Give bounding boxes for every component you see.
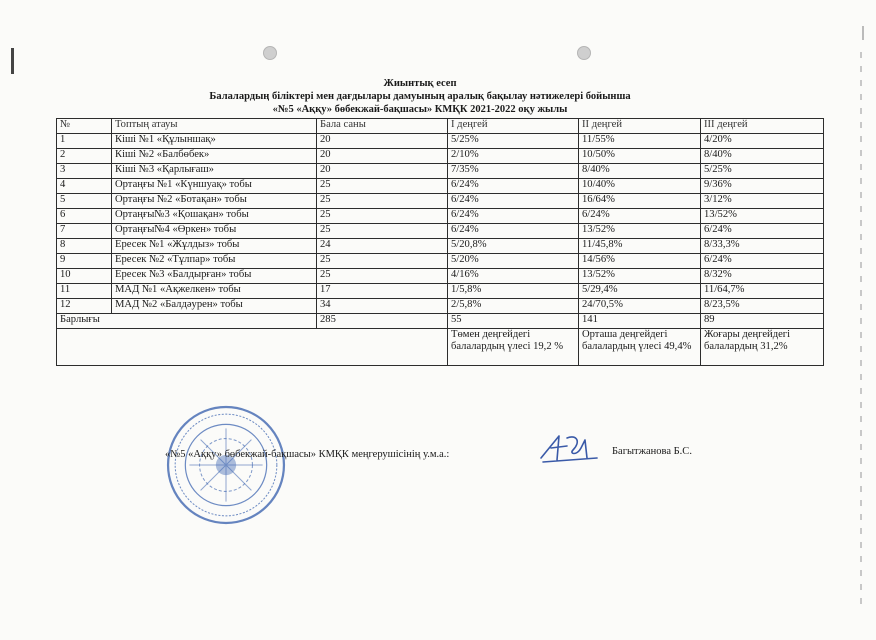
level-3-value: 6/24% [701,254,824,269]
row-number: 1 [57,134,112,149]
child-count: 25 [317,209,448,224]
level-2-value: 13/52% [579,224,701,239]
level-2-value: 8/40% [579,164,701,179]
level-1-value: 7/35% [448,164,579,179]
child-count: 17 [317,284,448,299]
level-1-value: 5/20,8% [448,239,579,254]
official-seal-icon [165,404,287,526]
header-level-2: II деңгей [579,119,701,134]
table-summary-row [57,329,824,366]
row-number: 4 [57,179,112,194]
report-subtitle: Балалардың біліктері мен дағдылары дамуының аралық бақылау нәтижелері бойынша [209,91,631,102]
level-2-value: 5/29,4% [579,284,701,299]
row-number: 9 [57,254,112,269]
signature-icon [537,428,601,468]
summary-high-share: Жоғары деңгейдегі балалардың 31,2% [701,329,824,366]
child-count: 20 [317,134,448,149]
level-3-value: 4/20% [701,134,824,149]
table-row [57,194,824,209]
punch-hole-right [577,46,591,60]
level-1-value: 5/25% [448,134,579,149]
group-name: Ересек №1 «Жұлдыз» тобы [112,239,317,254]
level-3-value: 8/23,5% [701,299,824,314]
row-number: 5 [57,194,112,209]
group-name: Ортаңғы №1 «Күншуақ» тобы [112,179,317,194]
signatory-name: Багытжанова Б.С. [612,446,692,457]
child-count: 25 [317,194,448,209]
level-1-value: 5/20% [448,254,579,269]
row-number: 7 [57,224,112,239]
table-row [57,209,824,224]
table-header-row [57,119,824,134]
header-level-3: III деңгей [701,119,824,134]
total-level-2: 141 [579,314,701,329]
level-2-value: 11/55% [579,134,701,149]
table-row [57,224,824,239]
row-number: 8 [57,239,112,254]
level-2-value: 6/24% [579,209,701,224]
level-3-value: 5/25% [701,164,824,179]
level-3-value: 11/64,7% [701,284,824,299]
row-number: 6 [57,209,112,224]
table-row [57,254,824,269]
row-number: 3 [57,164,112,179]
level-2-value: 10/50% [579,149,701,164]
group-name: Ортаңғы№4 «Өркен» тобы [112,224,317,239]
level-3-value: 8/40% [701,149,824,164]
level-2-value: 11/45,8% [579,239,701,254]
group-name: Кіші №2 «Балбөбек» [112,149,317,164]
group-name: Ересек №3 «Балдырған» тобы [112,269,317,284]
scan-edge-mark [11,48,14,74]
report-title: Жиынтық есеп [383,78,457,89]
row-number: 2 [57,149,112,164]
total-level-1: 55 [448,314,579,329]
level-1-value: 1/5,8% [448,284,579,299]
level-1-value: 6/24% [448,179,579,194]
level-3-value: 3/12% [701,194,824,209]
table-row [57,239,824,254]
header-child-count: Бала саны [317,119,448,134]
group-name: МАД №1 «Ақжелкен» тобы [112,284,317,299]
table-row [57,134,824,149]
table-row [57,179,824,194]
group-name: МАД №2 «Балдәурен» тобы [112,299,317,314]
level-1-value: 2/10% [448,149,579,164]
level-1-value: 6/24% [448,194,579,209]
level-2-value: 10/40% [579,179,701,194]
level-3-value: 6/24% [701,224,824,239]
child-count: 20 [317,149,448,164]
child-count: 25 [317,179,448,194]
signatory-position: «№5 «Аққу» бөбекжай-бақшасы» КМҚК меңгерушісінің у.м.а.: [165,449,450,460]
group-name: Ересек №2 «Тұлпар» тобы [112,254,317,269]
group-name: Кіші №1 «Құлыншақ» [112,134,317,149]
child-count: 20 [317,164,448,179]
level-2-value: 13/52% [579,269,701,284]
level-1-value: 6/24% [448,224,579,239]
report-institution-year: «№5 «Аққу» бөбекжай-бақшасы» КМҚК 2021-2022 оқу жылы [272,104,568,115]
row-number: 12 [57,299,112,314]
scan-edge-mark-right [862,26,864,40]
summary-low-share: Төмен деңгейдегі балалардың үлесі 19,2 % [448,329,579,366]
summary-medium-share: Орташа деңгейдегі балалардың үлесі 49,4% [579,329,701,366]
level-1-value: 4/16% [448,269,579,284]
header-number: № [57,119,112,134]
table-row [57,149,824,164]
level-3-value: 8/33,3% [701,239,824,254]
child-count: 24 [317,239,448,254]
punch-hole-left [263,46,277,60]
level-3-value: 8/32% [701,269,824,284]
row-number: 11 [57,284,112,299]
level-2-value: 24/70,5% [579,299,701,314]
level-1-value: 6/24% [448,209,579,224]
child-count: 25 [317,224,448,239]
group-name: Кіші №3 «Қарлығаш» [112,164,317,179]
table-row [57,284,824,299]
group-name: Ортаңғы №2 «Ботақан» тобы [112,194,317,209]
child-count: 25 [317,254,448,269]
scan-edge-dashes [860,52,862,612]
total-child-count: 285 [317,314,448,329]
total-level-3: 89 [701,314,824,329]
level-2-value: 16/64% [579,194,701,209]
child-count: 25 [317,269,448,284]
level-2-value: 14/56% [579,254,701,269]
table-row [57,269,824,284]
summary-blank-cell [57,329,448,366]
results-table [56,118,824,366]
child-count: 34 [317,299,448,314]
level-3-value: 13/52% [701,209,824,224]
row-number: 10 [57,269,112,284]
table-row [57,164,824,179]
table-row [57,299,824,314]
header-level-1: I деңгей [448,119,579,134]
level-1-value: 2/5,8% [448,299,579,314]
group-name: Ортаңғы№3 «Қошақан» тобы [112,209,317,224]
level-3-value: 9/36% [701,179,824,194]
header-group-name: Топтың атауы [112,119,317,134]
table-total-row [57,314,824,329]
total-label: Барлығы [57,314,317,329]
